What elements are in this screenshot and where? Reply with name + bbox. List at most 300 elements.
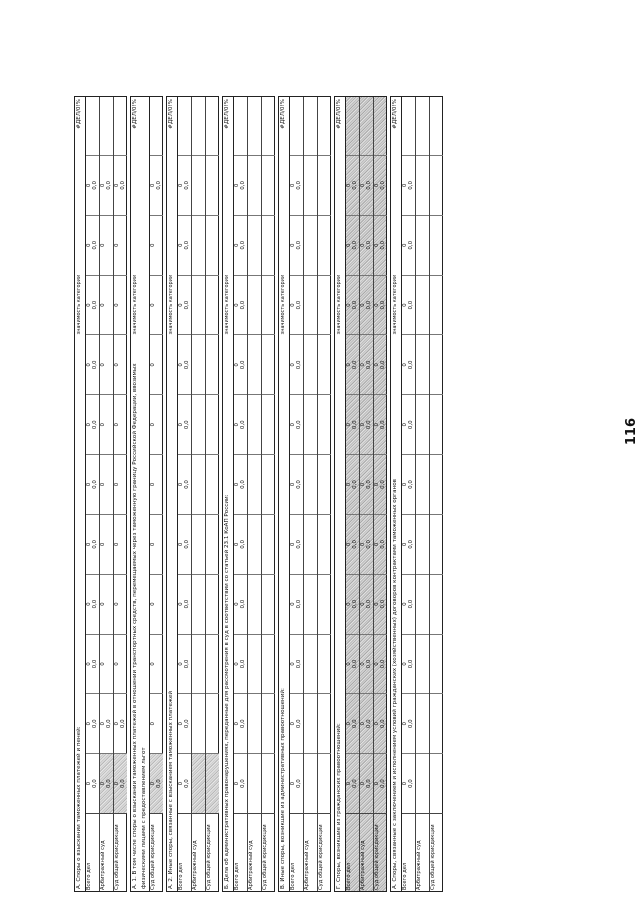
table-row (290, 97, 304, 891)
row-label: Суд общей юрисдикции (150, 813, 163, 890)
cell-share: 0,0 (92, 420, 98, 430)
table-row (86, 97, 100, 891)
table-cell (192, 753, 205, 813)
cell-count: 0 (86, 722, 92, 726)
table-section (334, 96, 387, 892)
cell-share: 0,0 (92, 599, 98, 609)
table-cell (86, 753, 99, 813)
table-cell (114, 215, 127, 275)
cell-count: 0 (178, 363, 184, 367)
table-cell (100, 275, 113, 335)
cell-count: 0 (360, 243, 366, 247)
table-cell (374, 215, 387, 275)
cell-count: 0 (360, 781, 366, 786)
table-cell (178, 753, 191, 813)
row-label: Арбитражный суд (248, 813, 261, 890)
cell-count: 0 (178, 243, 184, 247)
cell-count: 0 (114, 183, 120, 188)
cell-share: 0,0 (184, 360, 190, 370)
cell-count: 0 (290, 662, 296, 666)
table-cell (374, 334, 387, 394)
table-section (222, 96, 275, 892)
table-cell (402, 275, 415, 335)
cell-share: 0,0 (352, 300, 358, 310)
cell-share: 0,0 (366, 480, 372, 489)
cell-count: 0 (234, 602, 240, 606)
table-cell (206, 574, 219, 634)
table-cell (234, 394, 247, 454)
cell-share: 0,0 (92, 300, 98, 310)
table-cell (360, 454, 373, 514)
table-cell (192, 634, 205, 694)
table-cell (290, 334, 303, 394)
cell-count: 0 (402, 303, 408, 307)
table-cell (262, 753, 275, 813)
cell-count: 0 (100, 722, 106, 726)
table-cell (402, 693, 415, 753)
table-cell (318, 574, 331, 634)
cell-share: 0,0 (380, 480, 386, 489)
table-cell (178, 334, 191, 394)
table-cell (114, 514, 127, 574)
cell-share: 0,0 (240, 779, 246, 788)
cell-share: 0,0 (184, 539, 190, 549)
cell-count: 0 (114, 662, 120, 666)
table-cell (248, 275, 261, 335)
cell-count: 0 (234, 482, 240, 487)
cell-count: 0 (234, 303, 240, 307)
cell-count: 0 (346, 243, 352, 247)
cell-count: 0 (374, 602, 380, 606)
table-cell (262, 693, 275, 753)
cell-share: 0,0 (408, 480, 414, 489)
cell-share: 0,0 (296, 300, 302, 310)
table-row (346, 97, 360, 891)
cell-count: 0 (86, 542, 92, 547)
cell-count: 0 (150, 602, 156, 606)
row-label: Суд общей юрисдикции (318, 813, 331, 890)
table-cell (402, 334, 415, 394)
table-cell (304, 693, 317, 753)
table-cell (430, 215, 443, 275)
table-cell (318, 634, 331, 694)
table-cell (178, 215, 191, 275)
table-cell (318, 275, 331, 335)
cell-count: 0 (290, 303, 296, 307)
cell-share: 0,0 (352, 599, 358, 609)
table-cell (206, 753, 219, 813)
cell-share: 0,0 (92, 539, 98, 549)
cell-count: 0 (100, 602, 106, 606)
table-cell (100, 394, 113, 454)
table-cell (150, 514, 163, 574)
cell-count: 0 (346, 542, 352, 547)
cell-count: 0 (346, 781, 352, 786)
table-cell (234, 753, 247, 813)
table-cell (402, 215, 415, 275)
cell-share: 0,0 (366, 240, 372, 250)
row-label: Суд общей юрисдикции (430, 813, 443, 890)
row-label: Арбитражный суд (360, 813, 373, 890)
table-cell (416, 634, 429, 694)
table-cell (360, 574, 373, 634)
cell-count: 0 (178, 662, 184, 666)
table-cell (192, 454, 205, 514)
table-cell (416, 454, 429, 514)
cell-share: 0,0 (240, 420, 246, 430)
section-percent: #ДЕЛ/0!% (336, 99, 342, 129)
cell-share: 0,0 (352, 539, 358, 549)
table-cell (248, 693, 261, 753)
cell-share: 0,0 (380, 360, 386, 370)
cell-count: 0 (360, 722, 366, 726)
cell-share: 0,0 (156, 779, 162, 788)
cell-share: 0,0 (240, 719, 246, 729)
table-cell (262, 574, 275, 634)
cell-share: 0,0 (184, 719, 190, 729)
cell-count: 0 (290, 243, 296, 247)
table-cell (100, 634, 113, 694)
cell-count: 0 (150, 422, 156, 427)
cell-share: 0,0 (408, 539, 414, 549)
category-significance-label: значимость категории (168, 274, 174, 335)
table-cell (192, 155, 205, 215)
table-cell (206, 394, 219, 454)
cell-count: 0 (100, 183, 106, 188)
cell-count: 0 (114, 542, 120, 547)
cell-share: 0,0 (352, 360, 358, 370)
table-section (278, 96, 331, 892)
category-significance-label: значимость категории (280, 274, 286, 335)
cell-share: 0,0 (366, 300, 372, 310)
table-cell (430, 155, 443, 215)
table-cell (346, 514, 359, 574)
cell-share: 0,0 (380, 300, 386, 310)
table-cell (304, 394, 317, 454)
table-cell (192, 215, 205, 275)
cell-count: 0 (100, 662, 106, 666)
table-cell (234, 275, 247, 335)
table-cell (304, 634, 317, 694)
section-subtitle: физическими лицами с предоставлением льгот (141, 747, 147, 889)
cell-count: 0 (374, 243, 380, 247)
table-cell (318, 693, 331, 753)
table-cell (360, 215, 373, 275)
cell-share: 0,0 (366, 779, 372, 788)
table-cell (178, 693, 191, 753)
table-cell (360, 334, 373, 394)
table-cell (150, 574, 163, 634)
table-cell (402, 394, 415, 454)
table-cell (178, 454, 191, 514)
cell-count: 0 (346, 602, 352, 606)
cell-count: 0 (178, 602, 184, 606)
cell-count: 0 (374, 183, 380, 188)
table-cell (360, 634, 373, 694)
cell-share: 0,0 (366, 181, 372, 190)
table-cell (248, 574, 261, 634)
table-cell (114, 155, 127, 215)
table-cell (430, 634, 443, 694)
table-cell (304, 334, 317, 394)
cell-count: 0 (234, 662, 240, 666)
cell-count: 0 (346, 303, 352, 307)
table-cell (346, 454, 359, 514)
table-row (206, 97, 220, 891)
cell-share: 0,0 (184, 779, 190, 788)
cell-count: 0 (150, 662, 156, 666)
table-cell (86, 634, 99, 694)
table-cell (178, 155, 191, 215)
table-cell (100, 454, 113, 514)
table-row (178, 97, 192, 891)
cell-count: 0 (100, 781, 106, 786)
cell-share: 0,0 (184, 240, 190, 250)
cell-share: 0,0 (366, 659, 372, 669)
cell-count: 0 (374, 482, 380, 487)
table-cell (346, 753, 359, 813)
cell-count: 0 (234, 722, 240, 726)
table-cell (374, 155, 387, 215)
table-cell (290, 215, 303, 275)
table-cell (150, 275, 163, 335)
table-cell (234, 155, 247, 215)
cell-share: 0,0 (120, 181, 126, 190)
cell-count: 0 (360, 303, 366, 307)
row-label: Суд общей юрисдикции (206, 813, 219, 890)
row-label: Всего дел (402, 813, 415, 890)
table-cell (360, 275, 373, 335)
cell-share: 0,0 (184, 480, 190, 489)
cell-share: 0,0 (380, 779, 386, 788)
table-section (74, 96, 127, 892)
section-percent: #ДЕЛ/0!% (76, 99, 82, 129)
table-cell (402, 753, 415, 813)
table-row (318, 97, 332, 891)
cell-share: 0,0 (240, 599, 246, 609)
section-title: Г. Споры, возникшие из гражданских правоотношений: (336, 723, 342, 889)
cell-share: 0,0 (366, 599, 372, 609)
cell-share: 0,0 (380, 659, 386, 669)
table-cell (430, 454, 443, 514)
cell-count: 0 (100, 542, 106, 547)
cell-count: 0 (114, 243, 120, 247)
cell-count: 0 (86, 183, 92, 188)
cell-share: 0,0 (296, 719, 302, 729)
table-cell (402, 454, 415, 514)
table-cell (346, 693, 359, 753)
table-cell (290, 753, 303, 813)
table-cell (416, 514, 429, 574)
table-section (130, 96, 163, 892)
table-cell (192, 574, 205, 634)
cell-share: 0,0 (380, 181, 386, 190)
cell-share: 0,0 (156, 181, 162, 190)
cell-count: 0 (150, 781, 156, 786)
table-cell (416, 693, 429, 753)
table-cell (234, 454, 247, 514)
table-cell (86, 215, 99, 275)
table-cell (262, 514, 275, 574)
cell-share: 0,0 (352, 480, 358, 489)
cell-share: 0,0 (120, 719, 126, 729)
cell-share: 0,0 (408, 300, 414, 310)
cell-count: 0 (234, 422, 240, 427)
row-label: Арбитражный суд (416, 813, 429, 890)
cell-share: 0,0 (296, 539, 302, 549)
cell-count: 0 (234, 243, 240, 247)
table-cell (100, 753, 113, 813)
table-cell (192, 275, 205, 335)
table-cell (416, 574, 429, 634)
section-title: А. Споры о взыскании таможенных платежей и пеней: (76, 726, 82, 889)
table-cell (360, 514, 373, 574)
table-row (192, 97, 206, 891)
cell-count: 0 (402, 183, 408, 188)
cell-count: 0 (360, 662, 366, 666)
cell-count: 0 (360, 542, 366, 547)
page-number: 116 (624, 418, 639, 446)
table-cell (262, 155, 275, 215)
cell-count: 0 (290, 482, 296, 487)
table-cell (430, 753, 443, 813)
cell-count: 0 (86, 781, 92, 786)
table-row (150, 97, 164, 891)
table-cell (402, 514, 415, 574)
table-cell (234, 574, 247, 634)
table-cell (360, 155, 373, 215)
table-cell (192, 334, 205, 394)
cell-share: 0,0 (240, 181, 246, 190)
cell-count: 0 (114, 422, 120, 427)
cell-share: 0,0 (408, 181, 414, 190)
cell-count: 0 (360, 422, 366, 427)
cell-share: 0,0 (366, 420, 372, 430)
section-percent: #ДЕЛ/0!% (280, 99, 286, 129)
cell-count: 0 (290, 781, 296, 786)
table-cell (374, 275, 387, 335)
cell-share: 0,0 (92, 240, 98, 250)
table-cell (150, 454, 163, 514)
table-cell (416, 394, 429, 454)
cell-share: 0,0 (240, 539, 246, 549)
section-percent: #ДЕЛ/0!% (392, 99, 398, 129)
table-cell (290, 155, 303, 215)
table-cell (150, 334, 163, 394)
cell-share: 0,0 (106, 181, 112, 190)
cell-count: 0 (402, 363, 408, 367)
cell-share: 0,0 (352, 181, 358, 190)
table-cell (150, 215, 163, 275)
table-cell (262, 334, 275, 394)
section-percent: #ДЕЛ/0!% (224, 99, 230, 129)
section-title: В. Иные споры, возникшие из административных правоотношений: (280, 688, 286, 889)
table-row (234, 97, 248, 891)
cell-share: 0,0 (92, 719, 98, 729)
table-cell (114, 753, 127, 813)
category-significance-label: значимость категории (336, 274, 342, 335)
cell-count: 0 (234, 363, 240, 367)
table-cell (430, 693, 443, 753)
table-cell (114, 634, 127, 694)
cell-count: 0 (360, 602, 366, 606)
table-cell (192, 514, 205, 574)
cell-count: 0 (178, 722, 184, 726)
row-label: Суд общей юрисдикции (114, 813, 127, 890)
table-cell (114, 693, 127, 753)
cell-share: 0,0 (240, 240, 246, 250)
table-cell (262, 634, 275, 694)
table-cell (262, 454, 275, 514)
table-cell (402, 634, 415, 694)
cell-share: 0,0 (408, 240, 414, 250)
table-cell (100, 155, 113, 215)
table-cell (150, 693, 163, 753)
cell-count: 0 (402, 602, 408, 606)
cell-share: 0,0 (366, 360, 372, 370)
table-cell (346, 634, 359, 694)
table-cell (374, 634, 387, 694)
table-cell (304, 215, 317, 275)
table-cell (290, 275, 303, 335)
table-cell (374, 394, 387, 454)
table-cell (86, 514, 99, 574)
cell-count: 0 (178, 542, 184, 547)
row-label: Арбитражный суд (100, 813, 113, 890)
cell-share: 0,0 (106, 719, 112, 729)
court-cases-table (72, 96, 464, 892)
table-cell (318, 753, 331, 813)
table-cell (114, 275, 127, 335)
category-significance-label: значимость категории (76, 274, 82, 335)
table-cell (318, 394, 331, 454)
table-cell (318, 514, 331, 574)
table-cell (430, 394, 443, 454)
table-cell (346, 155, 359, 215)
table-cell (346, 215, 359, 275)
cell-share: 0,0 (106, 779, 112, 788)
cell-count: 0 (346, 422, 352, 427)
cell-share: 0,0 (184, 599, 190, 609)
cell-count: 0 (374, 363, 380, 367)
table-row (304, 97, 318, 891)
table-cell (416, 155, 429, 215)
table-cell (416, 753, 429, 813)
table-cell (248, 454, 261, 514)
cell-count: 0 (374, 303, 380, 307)
cell-count: 0 (150, 482, 156, 487)
cell-share: 0,0 (352, 420, 358, 430)
table-cell (100, 334, 113, 394)
table-cell (304, 275, 317, 335)
cell-share: 0,0 (184, 420, 190, 430)
cell-count: 0 (100, 482, 106, 487)
table-cell (374, 753, 387, 813)
cell-count: 0 (402, 422, 408, 427)
cell-count: 0 (290, 542, 296, 547)
cell-count: 0 (290, 183, 296, 188)
table-cell (86, 275, 99, 335)
cell-count: 0 (402, 243, 408, 247)
cell-count: 0 (290, 422, 296, 427)
cell-count: 0 (114, 482, 120, 487)
cell-count: 0 (374, 422, 380, 427)
section-title: Б. Дела об административных правонарушениях, переданные для рассмотрения в суд в соответствии со статьей 23.1 КоАП России: (224, 494, 230, 889)
cell-share: 0,0 (296, 181, 302, 190)
cell-count: 0 (346, 363, 352, 367)
cell-count: 0 (234, 183, 240, 188)
cell-count: 0 (290, 602, 296, 606)
